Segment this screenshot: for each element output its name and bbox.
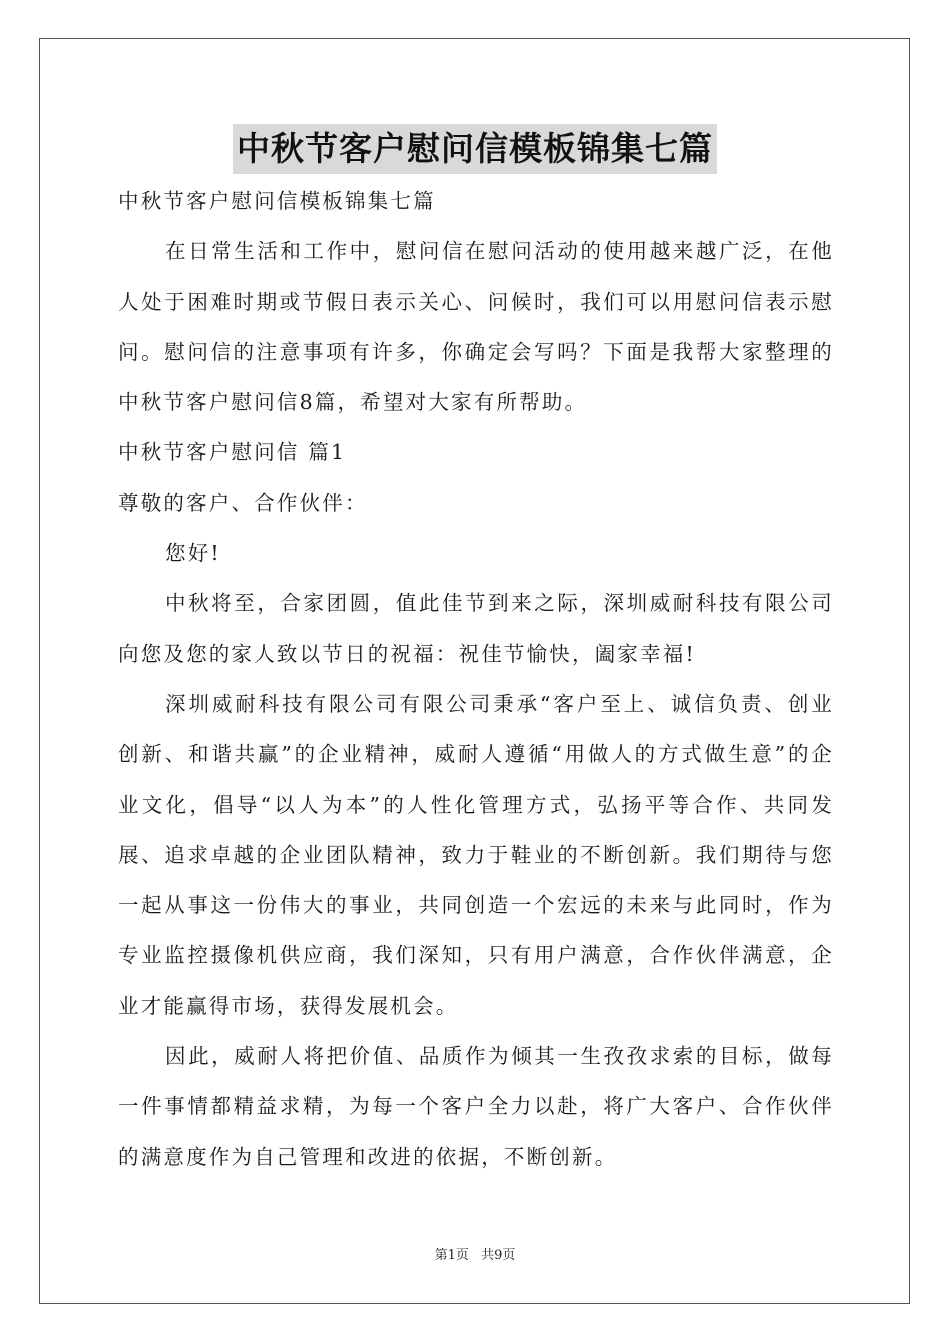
- body-paragraph: 中秋将至，合家团圆，值此佳节到来之际，深圳威耐科技有限公司向您及您的家人致以节日的祝福：祝佳节愉快，阖家幸福!: [118, 591, 834, 666]
- greeting: 您好!: [165, 541, 221, 566]
- subtitle-line: 中秋节客户慰问信模板锦集七篇: [118, 189, 436, 213]
- title-container: [0, 124, 950, 174]
- section-heading: 中秋节客户慰问信 篇1: [118, 440, 347, 465]
- body-paragraph: 因此，威耐人将把价值、品质作为倾其一生孜孜求索的目标，做每一件事情都精益求精，为每一个客户全力以赴，将广大客户、合作伙伴的满意度作为自己管理和改进的依据，不断创新。: [118, 1044, 834, 1169]
- document-body: [118, 176, 834, 1182]
- body-paragraph: 深圳威耐科技有限公司有限公司秉承“客户至上、诚信负责、创业创新、和谐共赢”的企业精神，威耐人遵循“用做人的方式做生意”的企业文化，倡导“以人为本”的人性化管理方式，弘扬平等合作、共同发展、追求卓越的企业团队精神，致力于鞋业的不断创新。我们期待与您一起从事这一份伟大的事业，共同创造一个宏远的未来与此同时，作为专业监控摄像机供应商，我们深知，只有用户满意，合作伙伴满意，企业才能赢得市场，获得发展机会。: [118, 691, 834, 1018]
- salutation: 尊敬的客户、合作伙伴：: [118, 490, 368, 515]
- page-footer: [0, 1244, 950, 1263]
- document-title: 中秋节客户慰问信模板锦集七篇: [233, 124, 717, 174]
- page-number: 第1页: [434, 1248, 469, 1263]
- page-total: 共9页: [481, 1248, 516, 1263]
- intro-paragraph: 在日常生活和工作中，慰问信在慰问活动的使用越来越广泛，在他人处于困难时期或节假日表示关心、问候时，我们可以用慰问信表示慰问。慰问信的注意事项有许多，你确定会写吗？下面是我帮大家整理的中秋节客户慰问信8篇，希望对大家有所帮助。: [118, 239, 834, 415]
